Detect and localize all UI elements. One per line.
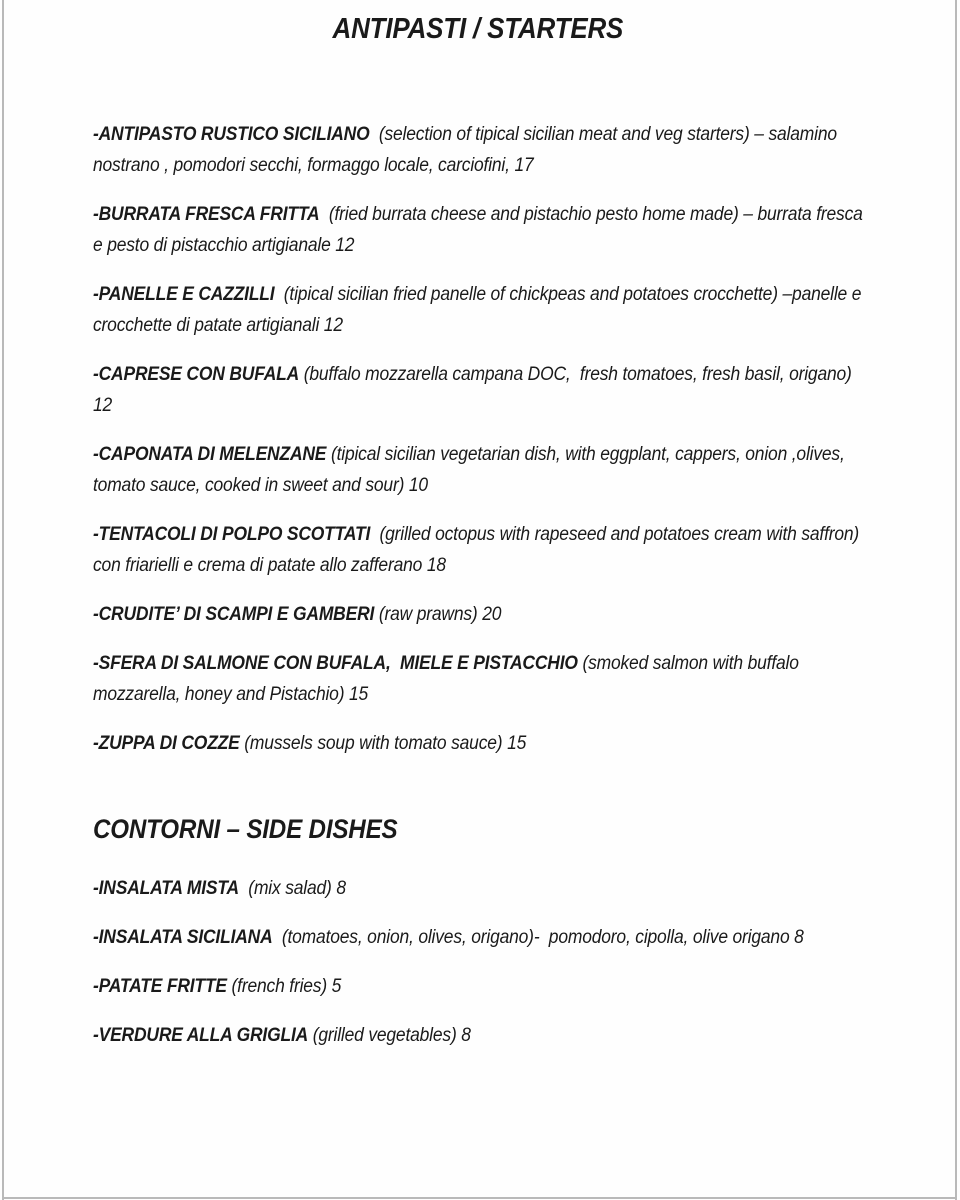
menu-item-name: -INSALATA SICILIANA: [93, 926, 273, 948]
menu-item-desc: (tipical sicilian fried panelle of chickpeas and potatoes crocchette) –panelle e crocchette di patate artigianali 12: [93, 283, 866, 336]
page-edge-bottom: [2, 1197, 957, 1199]
menu-item-tentacoli: [93, 519, 863, 581]
menu-item-antipasto-rustico: [93, 119, 863, 181]
page-edge-right: [955, 0, 957, 1200]
menu-item-insalata-siciliana: [93, 922, 863, 953]
section-title-starters: ANTIPASTI / STARTERS: [332, 13, 624, 45]
menu-item-caprese: [93, 359, 863, 421]
menu-item-desc: (fried burrata cheese and pistachio pesto home made) – burrata fresca e pesto di pistacchio artigianale 12: [93, 203, 868, 256]
menu-item-name: -VERDURE ALLA GRIGLIA: [93, 1024, 309, 1046]
menu-item-name: -CRUDITE’ DI SCAMPI E GAMBERI: [93, 603, 375, 625]
menu-item-desc: (selection of tipical sicilian meat and veg starters) – salamino nostrano , pomodori secchi, formaggo locale, carciofini, 17: [93, 123, 842, 176]
menu-item-desc: (raw prawns) 20: [374, 603, 502, 625]
menu-content: [93, 9, 868, 1069]
menu-item-name: -SFERA DI SALMONE CON BUFALA, MIELE E PISTACCHIO: [93, 652, 578, 674]
section-title-sides: CONTORNI – SIDE DISHES: [93, 814, 398, 844]
menu-item-name: -ANTIPASTO RUSTICO SICILIANO: [93, 123, 370, 145]
menu-item-sfera-salmone: [93, 648, 863, 710]
menu-item-desc: (french fries) 5: [226, 975, 342, 997]
menu-item-name: -ZUPPA DI COZZE: [93, 732, 240, 754]
menu-item-verdure-griglia: [93, 1020, 863, 1051]
menu-item-desc: (mussels soup with tomato sauce) 15: [239, 732, 527, 754]
menu-item-desc: (tomatoes, onion, olives, origano)- pomodoro, cipolla, olive origano 8: [272, 926, 804, 948]
menu-item-desc: (grilled vegetables) 8: [308, 1024, 471, 1046]
menu-item-name: -CAPRESE CON BUFALA: [93, 363, 300, 385]
menu-item-crudite: [93, 599, 863, 630]
menu-item-name: -CAPONATA DI MELENZANE: [93, 443, 327, 465]
menu-item-desc: (grilled octopus with rapeseed and potatoes cream with saffron) con friarielli e crema di patate allo zafferano 18: [93, 523, 864, 576]
menu-item-patate-fritte: [93, 971, 863, 1002]
menu-item-name: -TENTACOLI DI POLPO SCOTTATI: [93, 523, 371, 545]
menu-item-desc: (mix salad) 8: [238, 877, 346, 899]
menu-item-name: -INSALATA MISTA: [93, 877, 239, 899]
menu-item-desc: (buffalo mozzarella campana DOC, fresh tomatoes, fresh basil, origano) 12: [93, 363, 857, 416]
menu-item-name: -BURRATA FRESCA FRITTA: [93, 203, 320, 225]
menu-item-panelle: [93, 279, 866, 341]
menu-item-insalata-mista: [93, 873, 863, 904]
menu-item-desc: (tipical sicilian vegetarian dish, with eggplant, cappers, onion ,olives, tomato sauce, cooked in sweet and sour) 10: [93, 443, 850, 496]
menu-item-name: -PANELLE E CAZZILLI: [93, 283, 275, 305]
menu-item-burrata: [93, 199, 868, 261]
menu-item-caponata: [93, 439, 863, 501]
menu-item-desc: (smoked salmon with buffalo mozzarella, honey and Pistachio) 15: [93, 652, 804, 705]
menu-item-name: -PATATE FRITTE: [93, 975, 227, 997]
page-edge-left: [2, 0, 4, 1200]
menu-item-zuppa-cozze: [93, 728, 863, 759]
